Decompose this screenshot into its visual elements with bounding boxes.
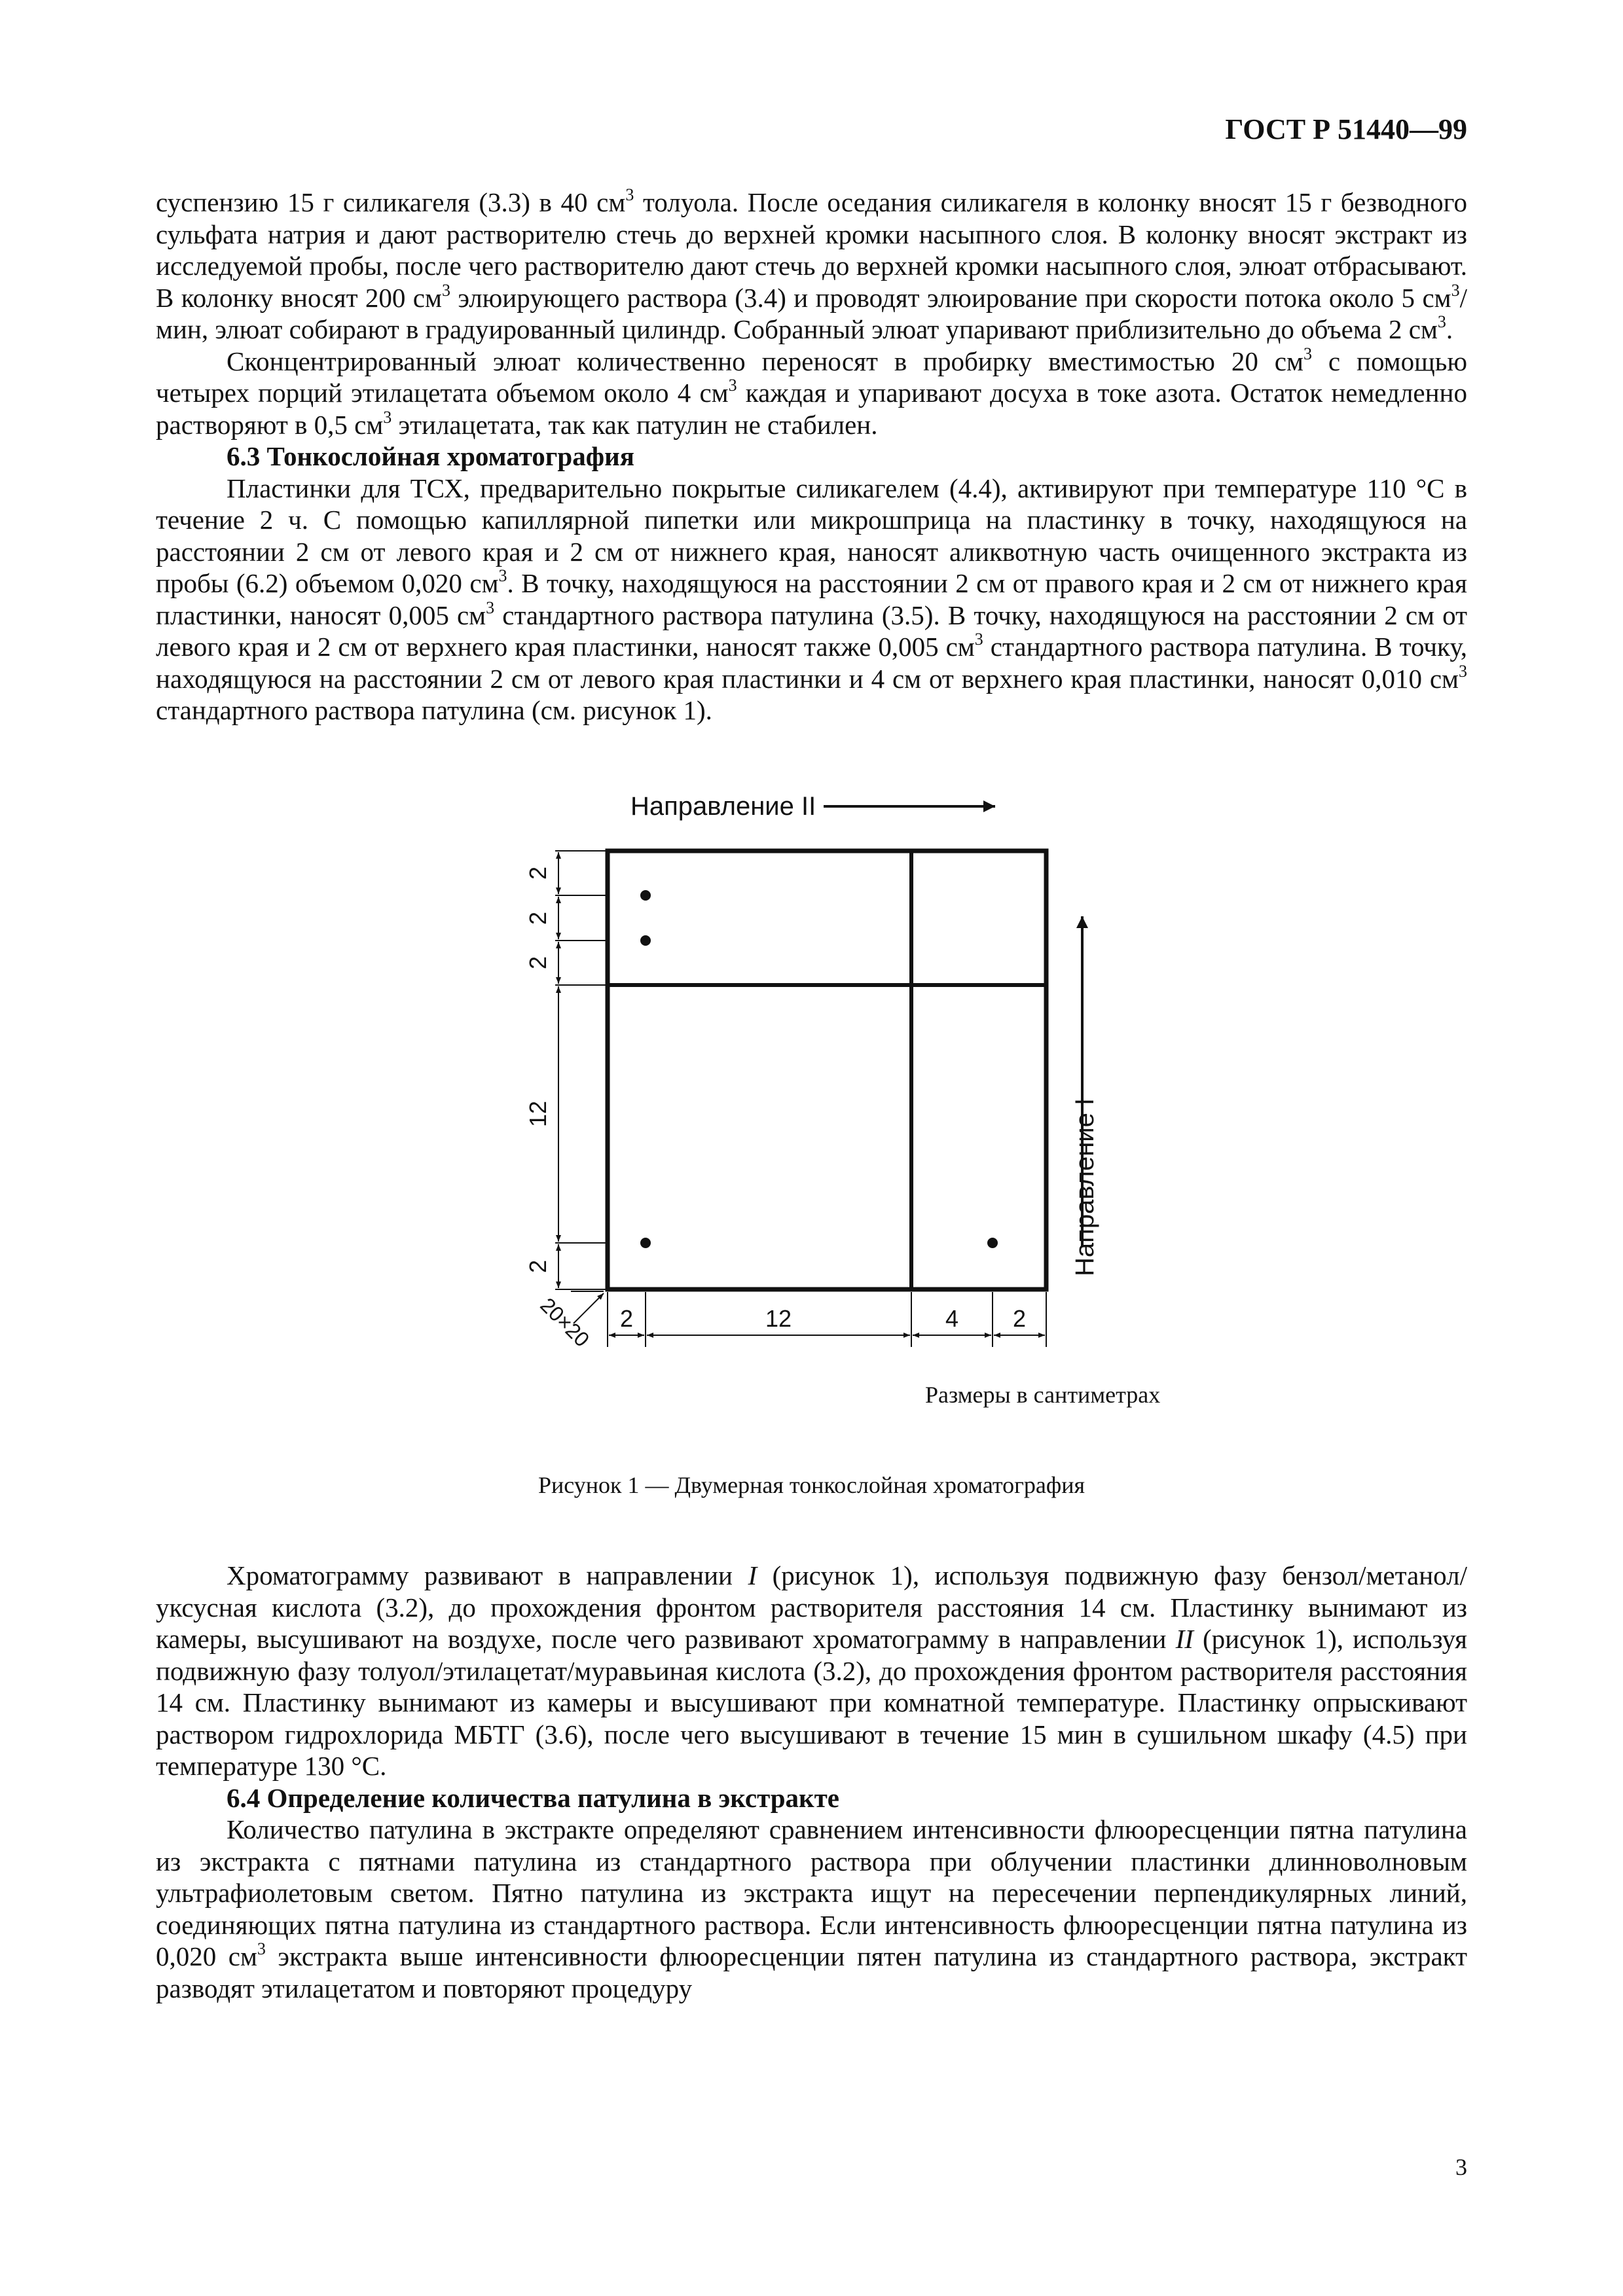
dim-label: 2: [524, 911, 551, 925]
dim-label: 2: [619, 1305, 634, 1332]
dim-label: 2: [524, 956, 551, 970]
paragraph: Количество патулина в экстракте определяют сравнением интенсивности флюоресценции пятна патулина из экстракта с пятнами патулина из стандартного раствора при облучении пластинки длинноволновым ультрафиолетовым светом. Пятно патулина из экстракта ищут на пересечении перпендикулярных линий, соединяющих пятна патулина из стандартного раствора. Если интенсивность флюоресценции пятна патулина из 0,020 $см^3$ экстракта выше интенсивности флюоресценции пятен патулина из стандартного раствора, экстракт разводят этилацетатом и повторяют процедуру: [156, 1814, 1467, 2003]
dim-label: 2: [524, 1259, 551, 1274]
dim-label: 2: [1012, 1305, 1027, 1332]
paragraph: Сконцентрированный элюат количественно переносят в пробирку вместимостью 20 $см^3$ с помощью четырех порций этилацетата объемом около 4 $см^3$ каждая и упаривают досуха в токе азота. Остаток немедленно растворяют в 0,5 $см^3$ этилацетата, так как патулин не стабилен.: [156, 344, 1468, 440]
section-heading-6-4: 6.4 Определение количества патулина в экстракте: [227, 1782, 839, 1813]
standard-spot-top: [640, 890, 651, 901]
left-dimensions: [555, 851, 606, 1289]
paragraph: Хроматограмму развивают в направлении I (рисунок 1), используя подвижную фазу бензол/метанол/уксусная кислота (3.2), до прохождения фронтом растворителя расстояния 14 см. Пластинку вынимают из камеры, высушивают на воздухе, после чего развивают хроматограмму в направлении II (рисунок 1), используя подвижную фазу толуол/этилацетат/муравьиная кислота (3.2), до прохождения фронтом растворителя расстояния 14 см. Пластинку вынимают из камеры и высушивают при комнатной температуре. Пластинку опрыскивают раствором гидрохлорида МБТГ (3.6), после чего высушивают в течение 15 мин в сушильном шкафу (4.5) при температуре 130 °С.: [156, 1560, 1467, 1781]
plate-outline: [608, 851, 1046, 1289]
page-number: 3: [1455, 2154, 1467, 2180]
document-id: ГОСТ Р 51440—99: [1225, 113, 1467, 145]
extract-spot: [640, 1238, 651, 1248]
text-block-bottom: [156, 1560, 1467, 2004]
plate-size-label: 20×20: [536, 1293, 594, 1352]
dim-label: 12: [765, 1305, 792, 1332]
bottom-dimension-labels: [620, 1305, 1026, 1332]
units-caption: Размеры в сантиметрах: [925, 1382, 1161, 1408]
dim-label: 2: [524, 866, 551, 880]
paragraph: Пластинки для ТСХ, предварительно покрытые силикагелем (4.4), активируют при температуре 110 °С в течение 2 ч. С помощью капиллярной пипетки или микрошприца на пластинку в точку, находящуюся на расстоянии 2 см от левого края и 2 см от нижнего края, наносят аликвотную часть очищенного экстракта из пробы (6.2) объемом 0,020 $см^3$. В точку, находящуюся на расстоянии 2 см от правого края и 2 см от нижнего края пластинки, наносят 0,005 $см^3$ стандартного раствора патулина (3.5). В точку, находящуюся на расстоянии 2 см от левого края и 2 см от верхнего края пластинки, наносят также 0,005 $см^3$ стандартного раствора патулина. В точку, находящуюся на расстоянии 2 см от левого края пластинки и 4 см от верхнего края пластинки, наносят 0,010 $см^3$ стандартного раствора патулина (см. рисунок 1).: [156, 473, 1467, 725]
dim-label: 12: [524, 1100, 551, 1128]
paragraph: суспензию 15 г силикагеля (3.3) в 40 $см^3$ толуола. После оседания силикагеля в колонку вносят 15 г безводного сульфата натрия и дают растворителю стечь до верхней кромки насыпного слоя. В колонку вносят экстракт из исследуемой пробы, после чего растворителю дают стечь до верхней кромки насыпного слоя, элюат отбрасывают. В колонку вносят 200 $см^3$ элюирующего раствора (3.4) и проводят элюирование при скорости потока около 5 $см^3$/мин, элюат собирают в градуированный цилиндр. Собранный элюат упаривают приблизительно до объема 2 $см^3$.: [156, 185, 1467, 344]
left-dimension-labels: [524, 867, 551, 1273]
section-heading-6-3: 6.3 Тонкослойная хроматография: [227, 441, 634, 471]
plate: [608, 851, 1046, 1289]
standard-spot-right: [987, 1238, 998, 1248]
direction-1-label: Направление I: [1070, 1098, 1099, 1276]
direction-2-label: Направление II: [630, 792, 816, 821]
bottom-dimensions: [571, 1291, 1046, 1347]
dim-label: 4: [945, 1305, 959, 1332]
standard-spot-upper: [640, 935, 651, 946]
figure-caption: Рисунок 1 — Двумерная тонкослойная хроматография: [538, 1472, 1085, 1498]
